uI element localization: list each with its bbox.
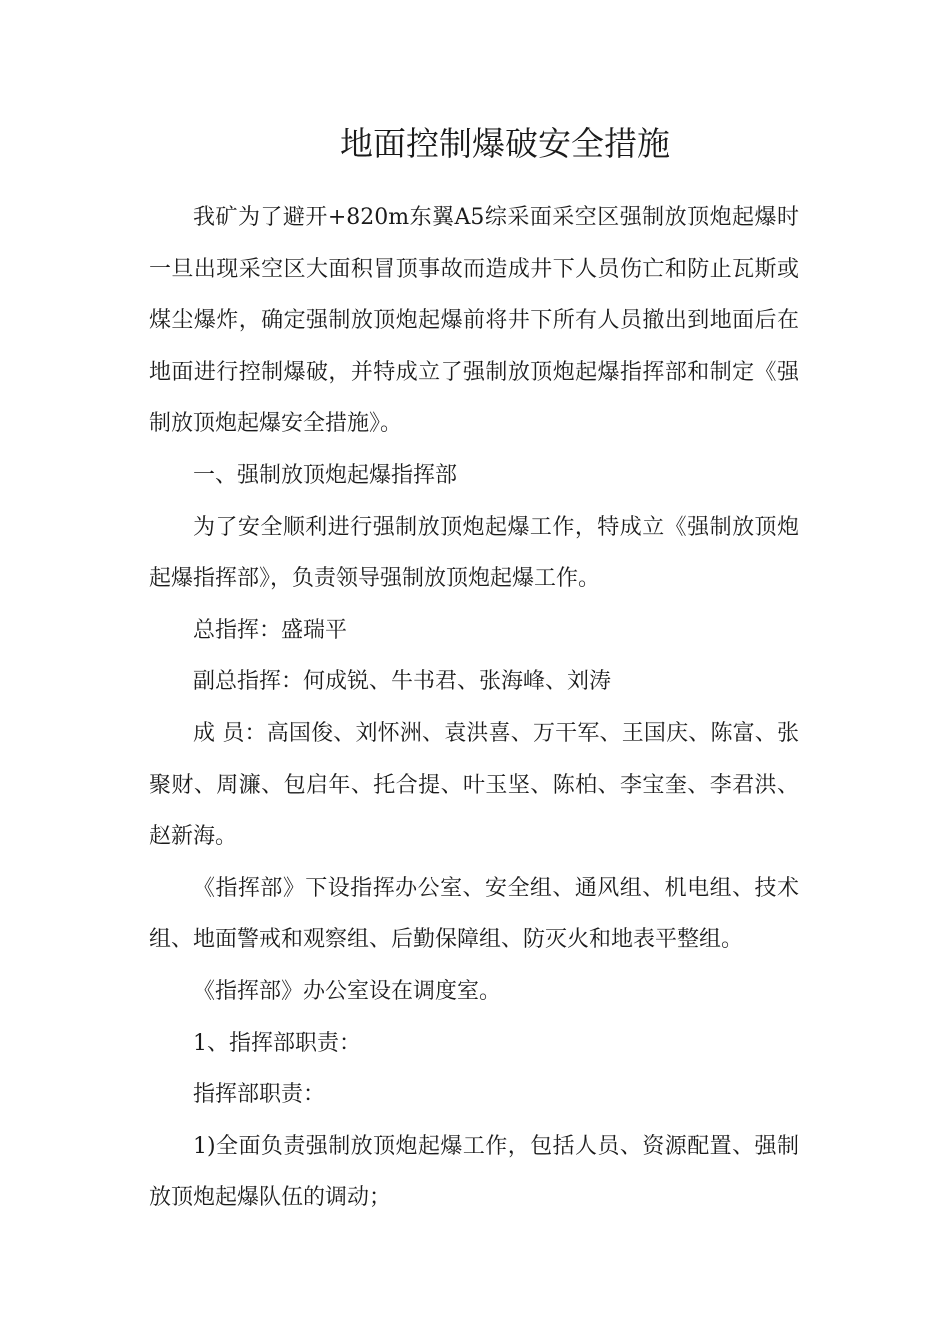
paragraph-office-location: 《指挥部》办公室设在调度室。 [193, 978, 502, 1004]
paragraph-deputy-commanders: 副总指挥：何成锐、牛书君、张海峰、刘涛 [193, 669, 612, 695]
document-title: 地面控制爆破安全措施 [340, 124, 670, 163]
paragraph-command-center-purpose: 为了安全顺利进行强制放顶炮起爆工作，特成立《强制放顶炮起爆指挥部》，负责领导强制放顶炮起爆工作。 [149, 514, 799, 592]
paragraph-duties-label: 指挥部职责： [193, 1082, 326, 1108]
paragraph-sub-groups: 《指挥部》下设指挥办公室、安全组、通风组、机电组、技术组、地面警戒和观察组、后勤保障组、防灭火和地表平整组。 [149, 875, 799, 953]
document-body [149, 192, 799, 1224]
list-item-duty-1: 1)全面负责强制放顶炮起爆工作，包括人员、资源配置、强制放顶炮起爆队伍的调动； [149, 1133, 799, 1211]
subsection-heading-duties: 1、指挥部职责： [193, 1030, 361, 1056]
paragraph-commander: 总指挥：盛瑞平 [193, 617, 348, 643]
paragraph-members: 成 员：高国俊、刘怀洲、袁洪喜、万干军、王国庆、陈富、张聚财、周濂、包启年、托合提、叶玉坚、陈柏、李宝奎、李君洪、赵新海。 [149, 720, 799, 850]
paragraph-intro: 我矿为了避开+820m东翼A5综采面采空区强制放顶炮起爆时一旦出现采空区大面积冒顶事故而造成井下人员伤亡和防止瓦斯或煤尘爆炸，确定强制放顶炮起爆前将井下所有人员撤出到地面后在地面进行控制爆破，并特成立了强制放顶炮起爆指挥部和制定《强制放顶炮起爆安全措施》。 [149, 205, 799, 437]
section-heading-command-center: 一、强制放顶炮起爆指挥部 [193, 462, 458, 488]
